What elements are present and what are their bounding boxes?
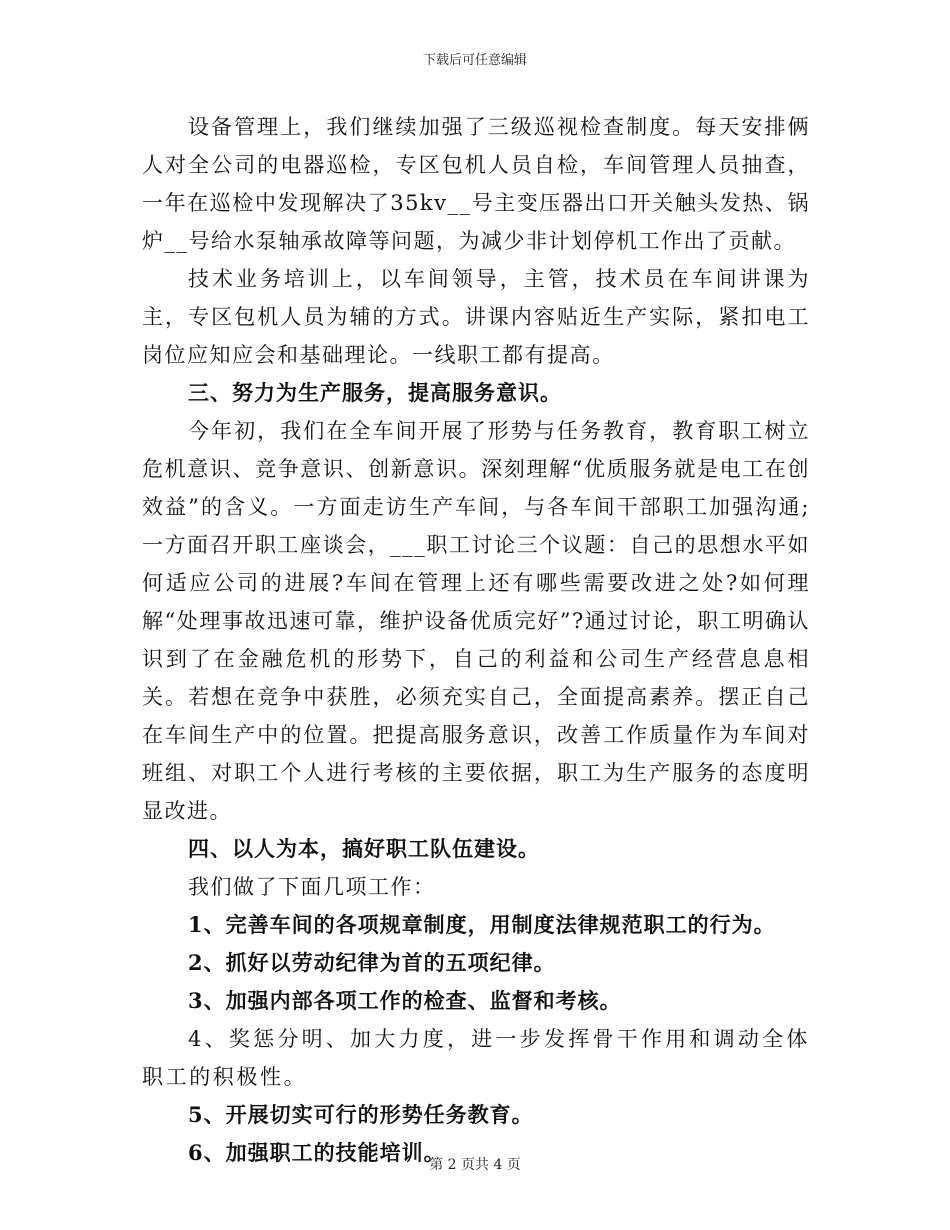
list-item-5: 5、开展切实可行的形势任务教育。 [188,1102,534,1127]
section-heading-three: 三、努力为生产服务，提高服务意识。 [188,380,562,405]
list-item-2: 2、抓好以劳动纪律为首的五项纪律。 [188,950,556,975]
section-heading-four: 四、以人为本，搞好职工队伍建设。 [188,836,540,861]
list-item-4: 4、奖惩分明、加大力度，进一步发挥骨干作用和调动全体职工的积极性。 [142,1027,810,1089]
document-body [142,108,810,1172]
list-item-3: 3、加强内部各项工作的检查、监督和考核。 [188,988,622,1013]
paragraph-work-intro: 我们做了下面几项工作： [188,875,436,899]
list-item-1: 1、完善车间的各项规章制度，用制度法律规范职工的行为。 [188,912,776,937]
paragraph-equipment-management: 设备管理上，我们继续加强了三级巡视检查制度。每天安排俩人对全公司的电器巡检，专区包机人员自检，车间管理人员抽查，一年在巡检中发现解决了35kv__号主变压器出口开关触头发热、锅炉__号给水泵轴承故障等问题，为减少非计划停机工作出了贡献。 [142,115,810,253]
list-item-6: 6、加强职工的技能培训。 [188,1140,446,1165]
paragraph-service-awareness: 今年初，我们在全车间开展了形势与任务教育，教育职工树立危机意识、竞争意识、创新意识。深刻理解“优质服务就是电工在创效益”的含义。一方面走访生产车间，与各车间干部职工加强沟通;一方面召开职工座谈会，___职工讨论三个议题：自己的思想水平如何适应公司的进展?车间在管理上还有哪些需要改进之处?如何理解“处理事故迅速可靠，维护设备优质完好”?通过讨论，职工明确认识到了在金融危机的形势下，自己的利益和公司生产经营息息相关。若想在竞争中获胜，必须充实自己，全面提高素养。摆正自己在车间生产中的位置。把提高服务意识，改善工作质量作为车间对班组、对职工个人进行考核的主要依据，职工为生产服务的态度明显改进。 [142,419,810,823]
page-header: 下载后可任意编辑 [422,53,527,68]
page-footer: 第 2 页共 4 页 [429,1157,521,1173]
paragraph-technical-training: 技术业务培训上，以车间领导，主管，技术员在车间讲课为主，专区包机人员为辅的方式。讲课内容贴近生产实际，紧扣电工岗位应知应会和基础理论。一线职工都有提高。 [142,267,810,367]
